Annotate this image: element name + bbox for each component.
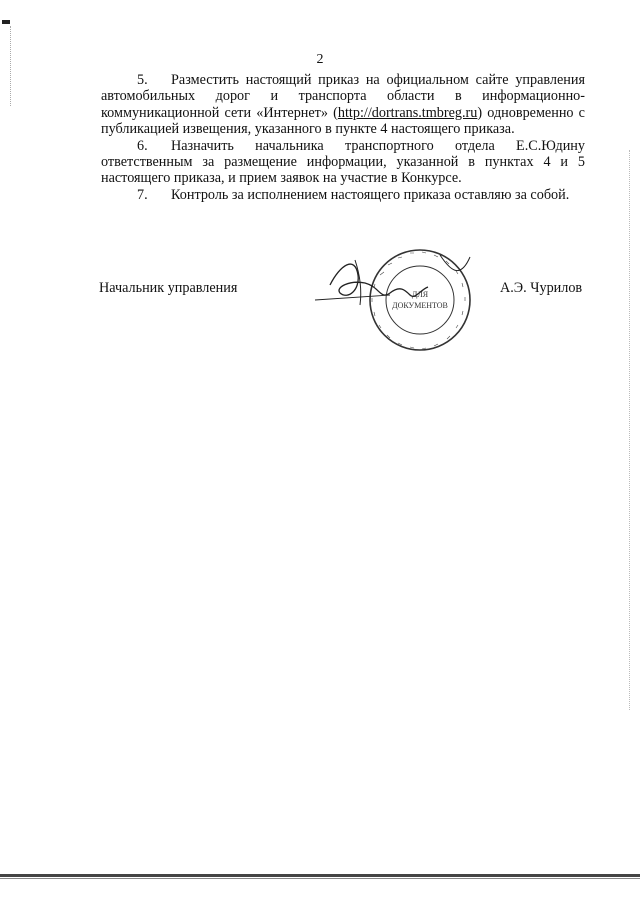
item-text: Разместить настоящий приказ на официальном сайте управления автомобильных дорог и транспорта области в информационно-коммуникационной сети «Интернет» ( [101, 72, 585, 121]
scan-bottom-edge [0, 874, 640, 877]
order-item-6 [101, 138, 585, 187]
stamp-center-line1: ДЛЯ [411, 290, 429, 299]
website-link[interactable]: http://dortrans.tmbreg.ru [337, 104, 478, 121]
scan-edge-mark [2, 20, 10, 24]
document-body [101, 72, 585, 203]
item-text: Назначить начальника транспортного отдела Е.С.Юдину ответственным за размещение информации, указанной в пунктах 4 и 5 настоящего приказа, и прием заявок на участие в Конкурсе. [101, 137, 585, 187]
page-number: 2 [316, 52, 324, 67]
official-stamp-with-signature [310, 245, 490, 365]
order-item-7 [101, 187, 585, 203]
round-stamp [370, 250, 470, 350]
item-text: Контроль за исполнением настоящего приказа оставляю за собой. [171, 186, 570, 203]
signatory-name: А.Э. Чурилов [500, 280, 583, 296]
item-text-continued: ) одновременно с публикацией извещения, указанного в пункте 4 настоящего приказа. [101, 104, 585, 138]
item-number: 5. [137, 72, 148, 88]
item-number: 6. [137, 137, 148, 154]
order-item-5 [101, 72, 585, 138]
signatory-position: Начальник управления [99, 280, 238, 296]
item-number: 7. [137, 186, 148, 203]
scan-edge-dots-right [629, 150, 632, 710]
stamp-center-line2: ДОКУМЕНТОВ [392, 301, 448, 310]
scan-bottom-edge-secondary [0, 878, 640, 879]
